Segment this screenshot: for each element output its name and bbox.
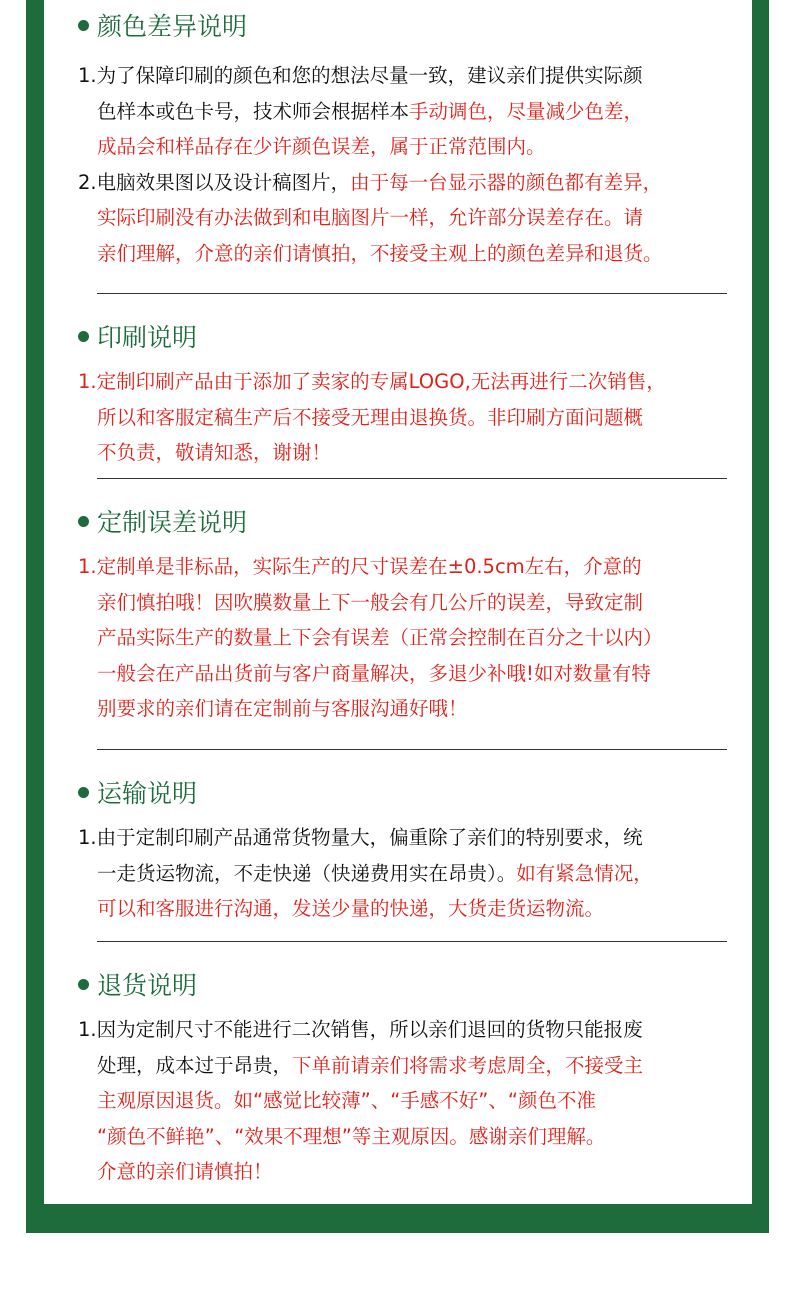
highlight-text: 别要求的亲们请在定制前与客服沟通好哦！ — [97, 697, 468, 720]
highlight-text: 一般会在产品出货前与客户商量解决，多退少补哦!如对数量有特 — [97, 661, 651, 685]
bullet-dot-icon — [78, 331, 89, 342]
custom-error-body — [78, 549, 752, 727]
body-text-segment: 1.由于定制印刷产品通常货物量大，偏重除了亲们的特别要求，统 — [78, 826, 643, 849]
bullet-dot-icon — [78, 787, 89, 798]
highlight-text: 1.定制印刷产品由于添加了卖家的专属LOGO,无法再进行二次销售， — [78, 370, 666, 393]
text-line — [78, 856, 752, 892]
section-title: 定制误差说明 — [97, 508, 248, 537]
highlight-text: 实际印刷没有办法做到和电脑图片一样，允许部分误差存在。请 — [97, 206, 644, 229]
printing-body — [78, 364, 752, 471]
section-title: 印刷说明 — [97, 323, 198, 352]
highlight-text: “颜色不鲜艳”、“效果不理想”等主观原因。感谢亲们理解。 — [97, 1124, 606, 1148]
text-line — [78, 58, 752, 94]
body-text-segment: 处理，成本过于昂贵， — [97, 1053, 293, 1077]
body-text-segment: 色样本或色卡号，技术师会根据样本 — [97, 99, 410, 123]
text-line — [78, 691, 752, 727]
text-line — [78, 200, 752, 236]
text-line — [78, 549, 752, 585]
text-line — [78, 1012, 752, 1048]
section-divider — [97, 293, 727, 294]
custom-error-heading — [78, 501, 247, 541]
highlight-text: 亲们慎拍哦！因吹膜数量上下一般会有几公斤的误差，导致定制 — [97, 590, 644, 614]
section-title: 颜色差异说明 — [97, 12, 248, 41]
shipping-heading — [78, 772, 197, 812]
returns-heading — [78, 964, 197, 1004]
highlight-text: 由于每一台显示器的颜色都有差异， — [350, 170, 663, 194]
text-line — [78, 620, 752, 656]
text-line — [78, 94, 752, 130]
section-divider — [97, 941, 727, 942]
text-line — [78, 1119, 752, 1155]
text-line — [78, 656, 752, 692]
highlight-text: 成品会和样品存在少许颜色误差，属于正常范围内。 — [97, 135, 546, 158]
text-line — [78, 891, 752, 927]
text-line — [78, 1154, 752, 1190]
bullet-dot-icon — [78, 979, 89, 990]
text-line — [78, 820, 752, 856]
highlight-text: 可以和客服进行沟通，发送少量的快递，大货走货运物流。 — [97, 897, 605, 920]
highlight-text: 产品实际生产的数量上下会有误差（正常会控制在百分之十以内） — [97, 626, 663, 649]
section-divider — [97, 478, 727, 479]
text-line — [78, 236, 752, 272]
text-line — [78, 165, 752, 201]
shipping-body — [78, 820, 752, 927]
text-line — [78, 435, 752, 471]
color-difference-heading — [78, 5, 247, 45]
color-difference-body — [78, 58, 752, 271]
bullet-dot-icon — [78, 516, 89, 527]
highlight-text: 介意的亲们请慎拍！ — [97, 1160, 273, 1183]
body-text-segment: 1.为了保障印刷的颜色和您的想法尽量一致，建议亲们提供实际颜 — [78, 64, 643, 87]
highlight-text: 下单前请亲们将需求考虑周全，不接受主 — [292, 1053, 644, 1077]
section-title: 退货说明 — [97, 971, 198, 1000]
text-line — [78, 400, 752, 436]
printing-heading — [78, 316, 197, 356]
text-line — [78, 1048, 752, 1084]
section-title: 运输说明 — [97, 779, 198, 808]
text-line — [78, 129, 752, 165]
bullet-dot-icon — [78, 20, 89, 31]
text-line — [78, 364, 752, 400]
highlight-text: 如有紧急情况， — [516, 861, 653, 885]
section-divider — [97, 749, 727, 750]
body-text-segment: 1.因为定制尺寸不能进行二次销售，所以亲们退回的货物只能报废 — [78, 1018, 643, 1041]
body-text-segment: 2.电脑效果图以及设计稿图片， — [78, 170, 351, 194]
highlight-text: 不负责，敬请知悉，谢谢！ — [97, 441, 332, 464]
content-panel — [44, 0, 752, 1204]
highlight-text: 所以和客服定稿生产后不接受无理由退换货。非印刷方面问题概 — [97, 405, 644, 429]
returns-body — [78, 1012, 752, 1190]
highlight-text: 主观原因退货。如“感觉比较薄”、“手感不好”、“颜色不准 — [97, 1089, 597, 1112]
text-line — [78, 585, 752, 621]
highlight-text: 手动调色，尽量减少色差， — [409, 99, 644, 123]
text-line — [78, 1083, 752, 1119]
body-text-segment: 一走货运物流，不走快递（快递费用实在昂贵）。 — [97, 861, 517, 885]
highlight-text: 亲们理解，介意的亲们请慎拍，不接受主观上的颜色差异和退货。 — [97, 241, 663, 265]
highlight-text: 1.定制单是非标品，实际生产的尺寸误差在±0.5cm左右，介意的 — [78, 555, 642, 578]
